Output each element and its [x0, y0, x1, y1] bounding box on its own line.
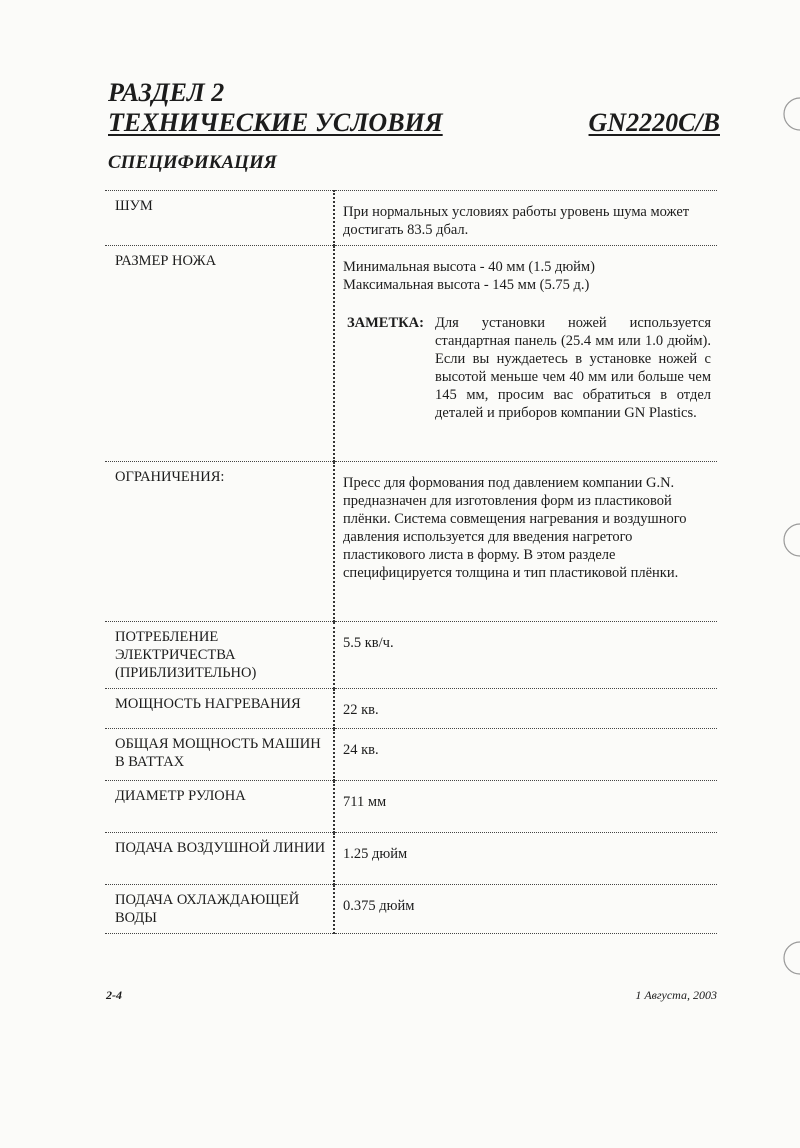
section-title: ТЕХНИЧЕСКИЕ УСЛОВИЯ: [108, 108, 443, 137]
spec-label: ШУМ: [105, 191, 334, 246]
spec-value: 1.25 дюйм: [334, 833, 717, 885]
spec-label: ПОТРЕБЛЕНИЕ ЭЛЕКТРИЧЕСТВА (ПРИБЛИЗИТЕЛЬНО): [105, 622, 334, 689]
spec-value: При нормальных условиях работы уровень шума может достигать 83.5 дбал.: [334, 191, 717, 246]
max-height-text: Максимальная высота - 145 мм (5.75 д.): [343, 277, 590, 293]
spec-value: 24 кв.: [334, 729, 717, 781]
page-number: 2-4: [106, 988, 122, 1002]
spec-label: РАЗМЕР НОЖА: [105, 246, 334, 462]
spec-label: ПОДАЧА ОХЛАЖДАЮЩЕЙ ВОДЫ: [105, 885, 334, 934]
note-text: Для установки ножей используется стандартная панель (25.4 мм или 1.0 дюйм). Если вы нуждаетесь в установке ножей с высотой меньше чем 40 мм или больше чем 145 мм, просим вас обратиться в отдел деталей и приборов компании GN Plastics.: [435, 315, 711, 421]
note-label: ЗАМЕТКА:: [347, 315, 424, 331]
spec-label: ОБЩАЯ МОЩНОСТЬ МАШИН В ВАТТАХ: [105, 729, 334, 781]
model-number: GN2220C/B: [588, 108, 720, 137]
spec-value: 5.5 кв/ч.: [334, 622, 717, 689]
spec-label: ОГРАНИЧЕНИЯ:: [105, 462, 334, 622]
spec-value: 711 мм: [334, 781, 717, 833]
spec-label: МОЩНОСТЬ НАГРЕВАНИЯ: [105, 689, 334, 729]
spec-heading: СПЕЦИФИКАЦИЯ: [108, 152, 277, 173]
section-number: РАЗДЕЛ 2: [108, 78, 225, 107]
spec-value: Пресс для формования под давлением компании G.N. предназначен для изготовления форм из пластиковой плёнки. Система совмещения нагревания и воздушного давления используется для введения нагретого пластикового листа в форму. В этом разделе специфицируется толщина и тип пластиковой плёнки.: [334, 462, 717, 622]
spec-label: ДИАМЕТР РУЛОНА: [105, 781, 334, 833]
document-date: 1 Августа, 2003: [635, 988, 717, 1002]
spec-value: 22 кв.: [334, 689, 717, 729]
spec-label: ПОДАЧА ВОЗДУШНОЙ ЛИНИИ: [105, 833, 334, 885]
spec-value: 0.375 дюйм: [334, 885, 717, 934]
min-height-text: Минимальная высота - 40 мм (1.5 дюйм): [343, 259, 595, 275]
